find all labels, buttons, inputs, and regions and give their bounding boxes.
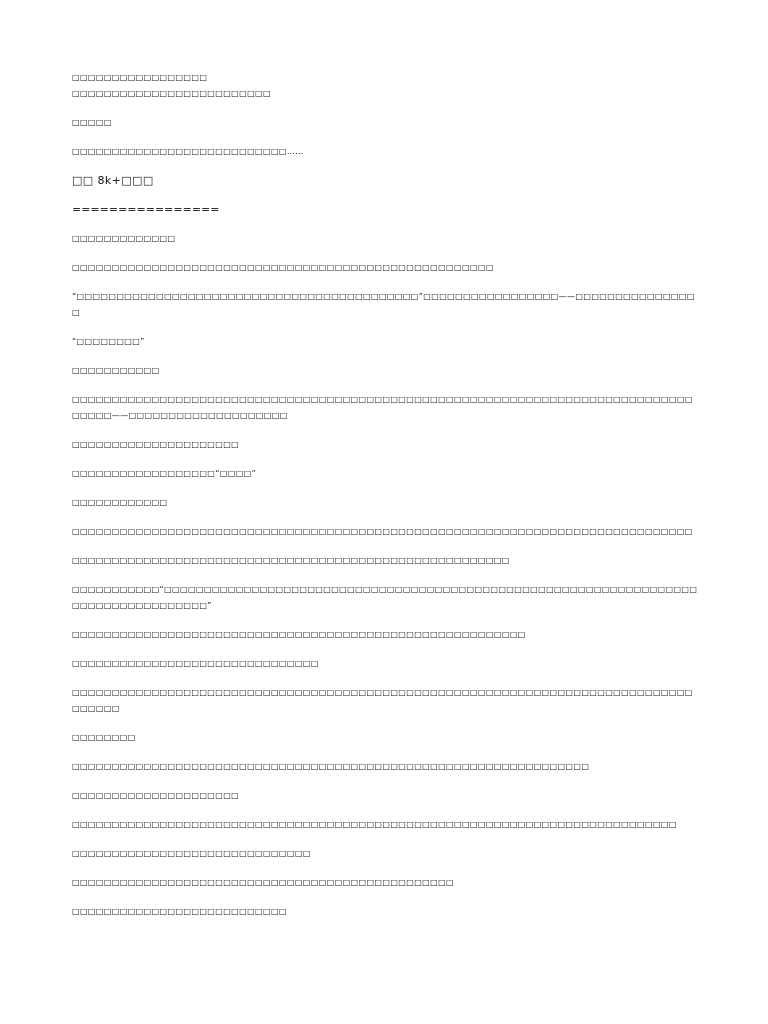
paragraph: □□□□□□□□□□□□□□□□□□□□□ bbox=[72, 791, 240, 800]
paragraph: □□□□□□□□□□□□□□□□□□□□□□□□□□□□□□□□□□□□□□□□□□□□□□□□ bbox=[72, 878, 455, 887]
paragraph: □□□□□□□□□□□“□□□□□□□□□□□□□□□□□□□□□□□□□□□□□□□□□□□□□□□□□□□□□□□□□□□□□□□□□□□□□□□□□□□□□□□□□□□□□□□□□□□□” bbox=[72, 585, 698, 610]
paragraph: □□□□□□□□□□□□□□□□□□□□□□□□□□□□□□□□□□□□□□□□□□□□□□□□□□□□□□□□□□□□□□□□□□□□□□□□□□□□□□□□□□□□ bbox=[72, 688, 693, 713]
paragraph: □□□□□□□□□□□□□□□□□□□□□□□□□□□□□□ bbox=[72, 849, 311, 858]
paragraph: □□□□□□□□□□□□□ bbox=[72, 234, 176, 243]
paragraph: □□□□□□□□□□□□ bbox=[72, 498, 168, 507]
paragraph: □□□□□□□□□□□□□□□□□□□□□□□□□□□□□□□□□□□□□□□□□□□□□□□□□□□□□□□□□□□□□□□□□□□□□□□□□□□□□□ bbox=[72, 527, 693, 536]
paragraph: □□□□□□□□ bbox=[72, 733, 136, 742]
paragraph: “□□□□□□□□□□□□□□□□□□□□□□□□□□□□□□□□□□□□□□□□□□□”□□□□□□□□□□□□□□□□□——□□□□□□□□□□□□□□□□ bbox=[72, 292, 695, 317]
paragraph: □□□□□□□□□□□□□□□□□□□□□ bbox=[72, 440, 240, 449]
word-count-line: □□ 8k+□□□ bbox=[72, 174, 154, 187]
paragraph: □□□□□□□□□□□□□□□□□□□□□□□□□□□□□□□ bbox=[72, 659, 319, 668]
paragraph: □□□□□ bbox=[72, 118, 112, 127]
document-page bbox=[72, 70, 698, 933]
paragraph: □□□□□□□□□□□□□□□□□□□□□□□□□□□ bbox=[72, 907, 287, 916]
paragraph: □□□□□□□□□□□□□□□□□□□□□□□□□□□□□□□□□□□□□□□□□□□□□□□□□□□□□□□□□□□□□□□□□□□□□□□□□□□□ bbox=[72, 820, 677, 829]
paragraph: “□□□□□□□□” bbox=[72, 337, 145, 346]
paragraph: □□□□□□□□□□□□□□□□□□□□□□□□□□□□□□□□□□□□□□□□□□□□□□□□□□□□□ bbox=[72, 263, 494, 272]
paragraph: □□□□□□□□□□□□□□□□□□□□□□□□□□□□□□□□□□□□□□□□□□□□□□□□□□□□□□□□□□□□□□□□□ bbox=[72, 762, 590, 771]
paragraph: □□□□□□□□□□□□□□□□□□□□□□□□□□□…… bbox=[72, 147, 304, 156]
separator-line: ================ bbox=[72, 203, 220, 216]
paragraph: □□□□□□□□□□□ bbox=[72, 366, 160, 375]
paragraph: □□□□□□□□□□□□□□□□□□“□□□□” bbox=[72, 469, 257, 478]
paragraph: □□□□□□□□□□□□□□□□□□□□□□□□□□□□□□□□□□□□□□□□□□□□□□□□□□□□□□□□□□□□□□□□□□□□□□□□□□□□□□□□□□□——□□□□□□□□□□□□□□□□□□□□ bbox=[72, 395, 693, 420]
paragraph: □□□□□□□□□□□□□□□□□□□□□□□□□□□□□□□□□□□□□□□□□□□□□□□□□□□□□□□ bbox=[72, 556, 510, 565]
paragraph: □□□□□□□□□□□□□□□□□□□□□□□□□□□□□□□□□□□□□□□□□□□□□□□□□□□□□□□□□ bbox=[72, 630, 526, 639]
document-title: □□□□□□□□□□□□□□□□□ □□□□□□□□□□□□□□□□□□□□□□□□□ bbox=[72, 73, 271, 98]
